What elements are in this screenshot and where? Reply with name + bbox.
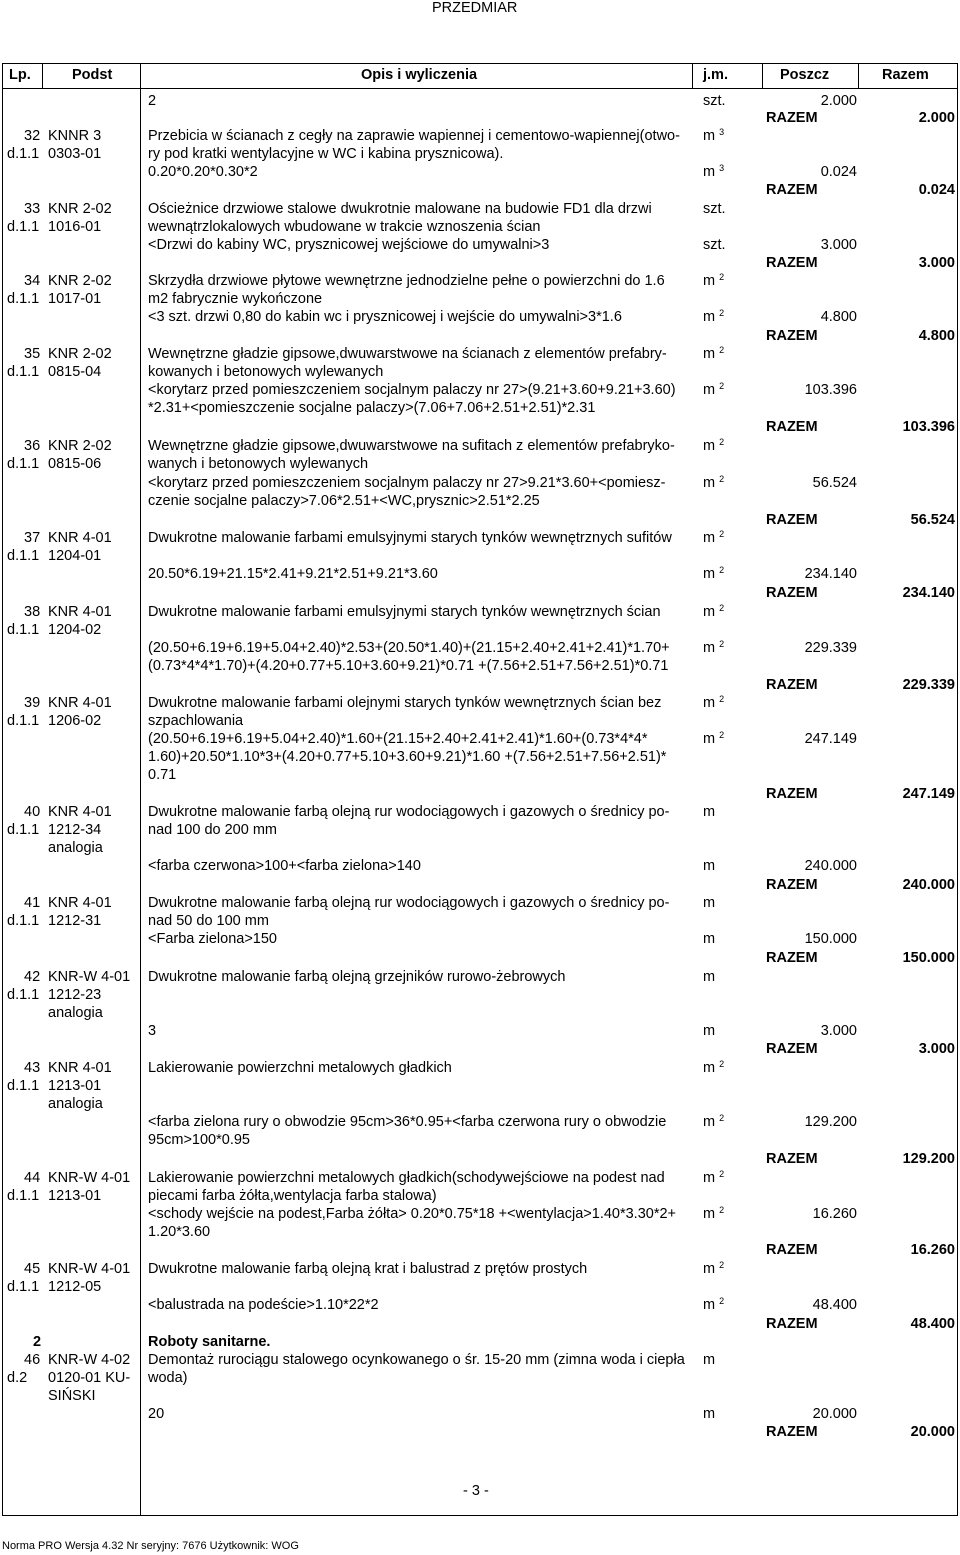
item-description: ry pod kratki wentylacyjne w WC i kabina prysznicowa). [148,146,504,163]
item-lp-number: 42 [24,969,41,985]
item-poszcz-value: 150.000 [804,931,857,947]
item-calculation: <schody wejście na podest,Farba żółta> 0.20*0.75*18 +<wentylacja>1.40*3.30*2+ [148,1206,677,1222]
item-calculation: <korytarz przed pomieszczeniem socjalnym palaczy nr 27>9.21*3.60+<pomiesz- [148,475,666,491]
item-poszcz-value: 234.140 [804,566,857,582]
col-divider-lp-podst [42,63,43,89]
col-lp: Lp. [9,67,31,83]
col-podst: Podst [72,67,113,83]
section-title: Roboty sanitarne. [148,1334,271,1350]
item-unit: m [703,969,716,985]
item-podstawa: SIŃSKI [48,1388,96,1405]
item-lp-number: 37 [24,530,41,546]
col-divider-podst-opis [140,63,141,1515]
item-podstawa: 1213-01 [48,1078,102,1095]
item-lp-chapter: d.1.1 [7,987,40,1004]
item-unit: m $^2$ [703,345,725,362]
item-lp-chapter: d.1.1 [7,364,40,381]
item-podstawa: KNR 4-01 [48,530,112,546]
item-poszcz-value: 16.260 [812,1206,857,1222]
razem-label: RAZEM [766,255,818,271]
item-poszcz-value: 129.200 [804,1114,857,1130]
item-lp-chapter: d.2 [7,1370,28,1387]
item-podstawa: KNR-W 4-01 [48,1261,131,1277]
item-calc-unit: m $^2$ [703,565,725,582]
item-calculation: 20 [148,1406,165,1422]
razem-label: RAZEM [766,328,818,344]
item-description: Skrzydła drzwiowe płytowe wewnętrzne jednodzielne pełne o powierzchni do 1.6 [148,273,665,289]
item-poszcz-value: 240.000 [804,858,857,874]
razem-label: RAZEM [766,1316,818,1332]
header-bottom-border [2,88,958,89]
item-calculation: <farba zielona rury o obwodzie 95cm>36*0.95+<farba czerwona rury o obwodzie [148,1114,667,1130]
item-description: nad 100 do 200 mm [148,822,277,839]
top-count: 2 [148,93,157,109]
item-unit: m [703,895,716,911]
item-description: szpachlowania [148,713,244,730]
item-poszcz-value: 4.800 [820,309,857,325]
col-razem: Razem [882,67,929,83]
item-podstawa: 0120-01 KU- [48,1370,131,1387]
item-description: woda) [148,1370,188,1387]
item-lp-chapter: d.1.1 [7,1078,40,1095]
item-poszcz-value: 56.524 [812,475,857,491]
item-podstawa: KNR-W 4-01 [48,969,131,985]
item-lp-number: 35 [24,346,41,362]
table-left-border [2,63,3,1515]
item-podstawa: 1212-05 [48,1279,102,1296]
software-info: Norma PRO Wersja 4.32 Nr seryjny: 7676 Użytkownik: WOG [2,1540,299,1552]
razem-label: RAZEM [766,585,818,601]
item-description: wanych i betonowych wylewanych [148,456,369,473]
item-unit: m $^3$ [703,127,725,144]
item-calculation: 0.71 [148,767,177,784]
item-podstawa: KNR 4-01 [48,1060,112,1076]
item-lp-number: 44 [24,1170,41,1186]
item-unit: m $^2$ [703,1260,725,1277]
item-podstawa: KNR 4-01 [48,695,112,711]
item-unit: szt. [703,201,726,217]
item-description: Lakierowanie powierzchni metalowych gładkich [148,1060,452,1076]
item-description: Dwukrotne malowanie farbami olejnymi starych tynków wewnętrznych ścian bez [148,695,662,711]
item-podstawa: 1016-01 [48,219,102,236]
item-calc-unit: m $^2$ [703,1296,725,1313]
razem-label: RAZEM [766,1151,818,1167]
item-podstawa: analogia [48,1005,103,1022]
item-description: Dwukrotne malowanie farbą olejną rur wodociągowych i gazowych o średnicy po- [148,895,670,911]
item-calculation: 0.20*0.20*0.30*2 [148,164,258,180]
item-calc-unit: m [703,931,716,947]
razem-value: 16.260 [910,1242,955,1258]
item-poszcz-value: 103.396 [804,382,857,398]
razem-value: 150.000 [902,950,955,966]
item-calculation: (0.73*4*4*1.70)+(4.20+0.77+5.10+3.60+9.21)*0.71 +(7.56+2.51+7.56+2.51)*0.71 [148,658,669,675]
item-lp-chapter: d.1.1 [7,291,40,308]
item-poszcz-value: 229.339 [804,640,857,656]
item-lp-number: 39 [24,695,41,711]
item-lp-number: 38 [24,604,41,620]
item-lp-chapter: d.1.1 [7,1279,40,1296]
razem-value: 3.000 [918,1041,955,1057]
item-podstawa: 1213-01 [48,1188,102,1205]
item-podstawa: 0815-06 [48,456,102,473]
item-calculation: <Drzwi do kabiny WC, prysznicowej wejściowe do umywalni>3 [148,237,550,253]
item-calc-unit: m $^2$ [703,639,725,656]
item-unit: m [703,1352,716,1368]
item-podstawa: 1206-02 [48,713,102,730]
item-unit: m $^2$ [703,603,725,620]
item-unit: m $^2$ [703,529,725,546]
item-lp-number: 32 [24,128,41,144]
item-description: wewnątrzlokalowych wbudowane w trakcie wznoszenia ścian [148,219,541,236]
item-description: Dwukrotne malowanie farbą olejną grzejników rurowo-żebrowych [148,969,566,985]
item-podstawa: KNR 2-02 [48,273,112,289]
razem-value: 3.000 [918,255,955,271]
item-podstawa: 1212-34 [48,822,102,839]
razem-value: 240.000 [902,877,955,893]
page-number: - 3 - [463,1483,489,1499]
item-unit: m $^2$ [703,272,725,289]
item-unit: m $^2$ [703,1169,725,1186]
item-calculation: <farba czerwona>100+<farba zielona>140 [148,858,421,874]
item-lp-number: 43 [24,1060,41,1076]
item-calc-unit: m [703,858,716,874]
item-description: kowanych i betonowych wylewanych [148,364,384,381]
item-lp-number: 36 [24,438,41,454]
item-lp-chapter: d.1.1 [7,219,40,236]
item-podstawa: 1017-01 [48,291,102,308]
item-calculation: czenie socjalne palaczy>7.06*2.51+<WC,prysznic>2.51*2.25 [148,493,540,510]
col-opis: Opis i wyliczenia [361,67,478,83]
item-lp-number: 40 [24,804,41,820]
item-podstawa: KNR 2-02 [48,438,112,454]
item-calculation: *2.31+<pomieszczenie socjalne palaczy>(7.06+7.06+2.51+2.51)*2.31 [148,400,596,417]
item-calc-unit: m $^3$ [703,163,725,180]
razem-label: RAZEM [766,110,818,126]
item-lp-number: 41 [24,895,41,911]
razem-label: RAZEM [766,677,818,693]
razem-label: RAZEM [766,182,818,198]
item-description: Dwukrotne malowanie farbą olejną krat i balustrad z prętów prostych [148,1261,588,1277]
item-description: Wewnętrzne gładzie gipsowe,dwuwarstwowe na ścianach z elementów prefabry- [148,346,667,362]
item-podstawa: KNR 4-01 [48,895,112,911]
item-calculation: (20.50+6.19+6.19+5.04+2.40)*1.60+(21.15+2.40+2.41+2.41)*1.60+(0.73*4*4* [148,731,648,747]
item-podstawa: KNR-W 4-01 [48,1170,131,1186]
item-podstawa: 1212-31 [48,913,102,930]
razem-value: 2.000 [918,110,955,126]
item-calculation: 1.20*3.60 [148,1224,211,1241]
item-description: Ościeżnice drzwiowe stalowe dwukrotnie malowane na budowie FD1 dla drzwi [148,201,652,217]
item-description: Demontaż rurociągu stalowego ocynkowanego o śr. 15-20 mm (zimna woda i ciepła [148,1352,685,1368]
item-calc-unit: m $^2$ [703,474,725,491]
razem-value: 103.396 [902,419,955,435]
item-description: Przebicia w ścianach z cegły na zaprawie wapiennej i cementowo-wapiennej(otwo- [148,128,680,144]
item-description: Lakierowanie powierzchni metalowych gładkich(schodywejściowe na podest nad [148,1170,665,1186]
razem-label: RAZEM [766,877,818,893]
item-poszcz-value: 3.000 [820,237,857,253]
razem-value: 4.800 [918,328,955,344]
col-poszcz: Poszcz [780,67,830,83]
section-number: 2 [33,1334,42,1350]
razem-label: RAZEM [766,1424,818,1440]
item-unit: m [703,804,716,820]
item-unit: m $^2$ [703,1059,725,1076]
page-title: PRZEDMIAR [432,0,518,16]
razem-label: RAZEM [766,786,818,802]
razem-value: 56.524 [910,512,955,528]
item-calc-unit: m [703,1406,716,1422]
col-divider-jm-poszcz [762,63,763,89]
item-podstawa: KNR-W 4-02 [48,1352,131,1368]
item-calculation: <Farba zielona>150 [148,931,277,947]
item-description: Dwukrotne malowanie farbami emulsyjnymi starych tynków wewnętrznych ścian [148,604,661,620]
table-bottom-border [2,1515,958,1516]
item-lp-chapter: d.1.1 [7,456,40,473]
item-calc-unit: m $^2$ [703,1205,725,1222]
item-podstawa: analogia [48,1096,103,1113]
item-podstawa: KNR 4-01 [48,604,112,620]
razem-value: 129.200 [902,1151,955,1167]
item-lp-chapter: d.1.1 [7,822,40,839]
item-lp-chapter: d.1.1 [7,713,40,730]
item-poszcz-value: 0.024 [820,164,857,180]
item-podstawa: KNR 2-02 [48,346,112,362]
item-calculation: <balustrada na podeście>1.10*22*2 [148,1297,379,1313]
razem-value: 229.339 [902,677,955,693]
item-podstawa: KNR 4-01 [48,804,112,820]
item-podstawa: 0815-04 [48,364,102,381]
item-calculation: 95cm>100*0.95 [148,1132,250,1149]
item-podstawa: analogia [48,840,103,857]
item-lp-chapter: d.1.1 [7,913,40,930]
item-calculation: 1.60)+20.50*1.10*3+(4.20+0.77+5.10+3.60+9.21)*1.60 +(7.56+2.51+7.56+2.51)* [148,749,667,766]
item-calc-unit: m $^2$ [703,730,725,747]
razem-label: RAZEM [766,512,818,528]
item-unit: m $^2$ [703,694,725,711]
top-value: 2.000 [820,93,857,109]
razem-value: 247.149 [902,786,955,802]
item-lp-chapter: d.1.1 [7,548,40,565]
item-lp-chapter: d.1.1 [7,1188,40,1205]
item-calc-unit: m $^2$ [703,1113,725,1130]
item-podstawa: 1204-02 [48,622,102,639]
item-podstawa: 1212-23 [48,987,102,1004]
item-description: piecami farba żółta,wentylacja farba stalowa) [148,1188,437,1205]
item-lp-chapter: d.1.1 [7,622,40,639]
item-description: m2 fabrycznie wykończone [148,291,323,308]
razem-label: RAZEM [766,1242,818,1258]
item-lp-chapter: d.1.1 [7,146,40,163]
item-calculation: 20.50*6.19+21.15*2.41+9.21*2.51+9.21*3.60 [148,566,438,582]
item-calc-unit: m $^2$ [703,308,725,325]
item-lp-number: 45 [24,1261,41,1277]
table-right-border [957,63,958,1515]
razem-value: 20.000 [910,1424,955,1440]
item-podstawa: 1204-01 [48,548,102,565]
item-description: nad 50 do 100 mm [148,913,269,930]
item-calc-unit: szt. [703,237,726,253]
item-calculation: 3 [148,1023,157,1039]
item-lp-number: 46 [24,1352,41,1368]
razem-value: 48.400 [910,1316,955,1332]
item-description: Dwukrotne malowanie farbą olejną rur wodociągowych i gazowych o średnicy po- [148,804,670,820]
item-poszcz-value: 247.149 [804,731,857,747]
razem-value: 0.024 [918,182,955,198]
item-unit: m $^2$ [703,437,725,454]
razem-label: RAZEM [766,1041,818,1057]
item-lp-number: 34 [24,273,41,289]
razem-label: RAZEM [766,419,818,435]
item-calculation: <korytarz przed pomieszczeniem socjalnym palaczy nr 27>(9.21+3.60+9.21+3.60) [148,382,676,398]
item-description: Dwukrotne malowanie farbami emulsyjnymi starych tynków wewnętrznych sufitów [148,530,672,546]
item-podstawa: KNR 2-02 [48,201,112,217]
item-description: Wewnętrzne gładzie gipsowe,dwuwarstwowe na sufitach z elementów prefabryko- [148,438,675,454]
razem-value: 234.140 [902,585,955,601]
top-unit: szt. [703,93,726,109]
item-calculation: <3 szt. drzwi 0,80 do kabin wc i prysznicowej i wejście do umywalni>3*1.6 [148,309,622,325]
razem-label: RAZEM [766,950,818,966]
item-calculation: (20.50+6.19+6.19+5.04+2.40)*2.53+(20.50*1.40)+(21.15+2.40+2.41+2.41)*1.70+ [148,640,670,656]
header-top-border [2,63,958,64]
item-poszcz-value: 48.400 [812,1297,857,1313]
item-podstawa: 0303-01 [48,146,102,163]
item-poszcz-value: 20.000 [812,1406,857,1422]
col-jm: j.m. [703,67,728,83]
col-divider-poszcz-razem [858,63,859,89]
item-calc-unit: m $^2$ [703,381,725,398]
item-calc-unit: m [703,1023,716,1039]
item-poszcz-value: 3.000 [820,1023,857,1039]
item-lp-number: 33 [24,201,41,217]
col-divider-opis-jm [692,63,693,89]
item-podstawa: KNNR 3 [48,128,102,144]
